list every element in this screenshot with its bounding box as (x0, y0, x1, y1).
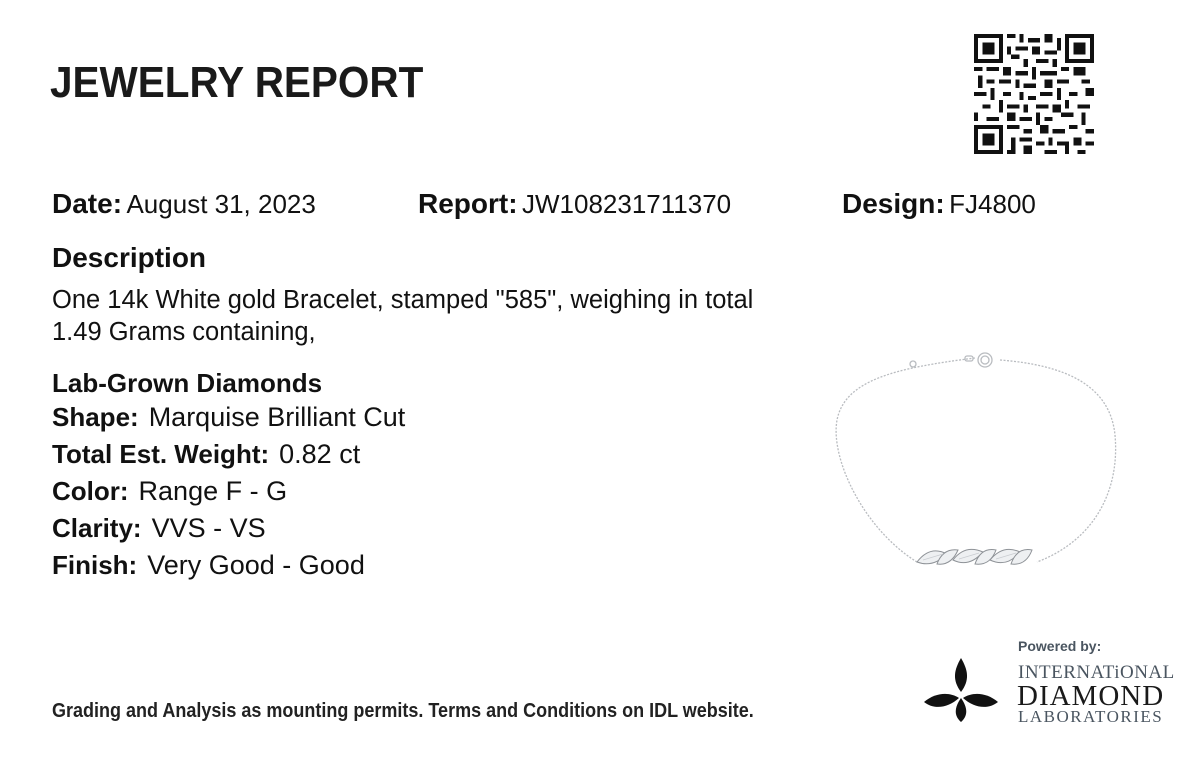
color-label: Color: (52, 476, 129, 506)
stone-row-clarity (52, 513, 266, 544)
stone-row-color (52, 476, 287, 507)
report-field (418, 188, 731, 220)
shape-label: Shape: (52, 402, 139, 432)
date-label: Date: (52, 188, 123, 219)
weight-value: 0.82 ct (279, 439, 361, 469)
weight-label: Total Est. Weight: (52, 439, 270, 469)
idl-logo-icon (922, 658, 1000, 722)
clarity-value: VVS - VS (151, 513, 266, 543)
stone-row-finish (52, 550, 365, 581)
design-value: FJ4800 (949, 189, 1036, 219)
brand-line-diamond: DIAMOND (1017, 680, 1165, 712)
bracelet-image (825, 340, 1125, 600)
description-heading: Description (52, 242, 207, 273)
description-text: One 14k White gold Bracelet, stamped "585", weighing in total 1.49 Grams containing, (52, 286, 754, 346)
stones-heading: Lab-Grown Diamonds (52, 368, 323, 398)
footer-note: Grading and Analysis as mounting permits. Terms and Conditions on IDL website. (52, 700, 754, 722)
color-value: Range F - G (138, 476, 288, 506)
finish-label: Finish: (52, 550, 138, 580)
finish-value: Very Good - Good (147, 550, 365, 580)
stone-row-weight (52, 439, 360, 470)
qr-code-icon (974, 34, 1094, 154)
date-field (52, 188, 316, 220)
brand-line-laboratories: LABORATORIES (1018, 707, 1164, 726)
report-title: JEWELRY REPORT (50, 58, 424, 107)
shape-value: Marquise Brilliant Cut (148, 402, 406, 432)
report-value: JW108231711370 (522, 189, 732, 219)
design-label: Design: (842, 188, 945, 219)
powered-by-label: Powered by: (1018, 638, 1102, 654)
brand-line-international: INTERNATiONAL (1018, 662, 1175, 683)
date-value: August 31, 2023 (126, 189, 316, 219)
report-label: Report: (418, 188, 518, 219)
stone-row-shape (52, 402, 405, 433)
design-field (842, 188, 1036, 220)
clarity-label: Clarity: (52, 513, 142, 543)
